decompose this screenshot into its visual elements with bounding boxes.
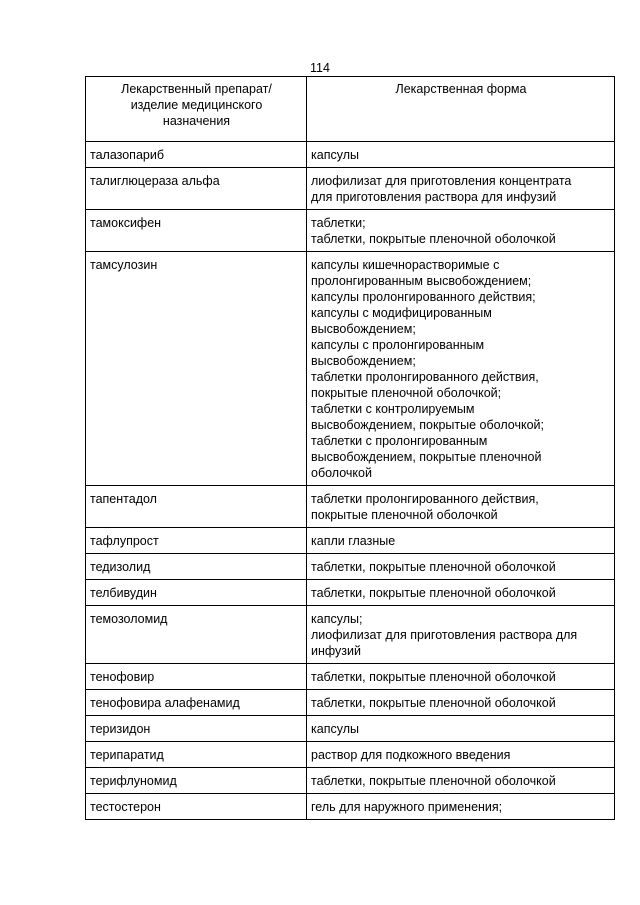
- dosage-form: таблетки, покрытые пленочной оболочкой: [311, 586, 556, 600]
- dosage-form: раствор для подкожного введения: [311, 748, 511, 762]
- table-row: [86, 794, 615, 820]
- table-row: [86, 664, 615, 690]
- drug-name: терипаратид: [90, 748, 164, 762]
- dosage-form: таблетки пролонгированного действия, покрытые пленочной оболочкой: [311, 492, 539, 522]
- drug-table: [85, 76, 615, 820]
- dosage-form-cell: [307, 580, 615, 606]
- dosage-form-cell: [307, 664, 615, 690]
- table-row: [86, 716, 615, 742]
- dosage-form-cell: [307, 742, 615, 768]
- drug-name-cell: [86, 742, 307, 768]
- drug-name: тестостерон: [90, 800, 161, 814]
- dosage-form: таблетки, покрытые пленочной оболочкой: [311, 774, 556, 788]
- table-row: [86, 768, 615, 794]
- dosage-form: капсулы кишечнорастворимые с пролонгированным высвобождением; капсулы пролонгированного действия; капсулы с модифицированным высвобождением; капсулы с пролонгированным высвобождением; таблетки пролонгированного действия, покрытые пленочной оболочкой; таблетки с контролируемым высвобождением, покрытые оболочкой; таблетки с пролонгированным высвобождением, покрытые пленочной оболочкой: [311, 258, 544, 480]
- dosage-form: капсулы; лиофилизат для приготовления раствора для инфузий: [311, 612, 578, 658]
- table-row: [86, 168, 615, 210]
- drug-name-cell: [86, 210, 307, 252]
- drug-name-cell: [86, 168, 307, 210]
- drug-name-cell: [86, 768, 307, 794]
- table-row: [86, 142, 615, 168]
- table-row: [86, 554, 615, 580]
- table-row: [86, 606, 615, 664]
- drug-name: телбивудин: [90, 586, 157, 600]
- drug-name-cell: [86, 486, 307, 528]
- dosage-form-cell: [307, 142, 615, 168]
- drug-name-cell: [86, 664, 307, 690]
- drug-name: тамоксифен: [90, 216, 162, 230]
- table-row: [86, 486, 615, 528]
- dosage-form: таблетки, покрытые пленочной оболочкой: [311, 560, 556, 574]
- drug-name-cell: [86, 142, 307, 168]
- drug-name: тафлупрост: [90, 534, 159, 548]
- drug-name-cell: [86, 690, 307, 716]
- drug-name: тапентадол: [90, 492, 157, 506]
- dosage-form: лиофилизат для приготовления концентрата для приготовления раствора для инфузий: [311, 174, 572, 204]
- drug-name-cell: [86, 794, 307, 820]
- drug-name: талазопариб: [90, 148, 164, 162]
- dosage-form-cell: [307, 554, 615, 580]
- dosage-form-cell: [307, 210, 615, 252]
- dosage-form: гель для наружного применения;: [311, 800, 503, 814]
- drug-name-cell: [86, 606, 307, 664]
- drug-name: тенофовир: [90, 670, 155, 684]
- dosage-form-cell: [307, 252, 615, 486]
- dosage-form: капли глазные: [311, 534, 396, 548]
- drug-name: талиглюцераза альфа: [90, 174, 220, 188]
- header-drug: Лекарственный препарат/ изделие медицинского назначения: [86, 77, 307, 142]
- table-row: [86, 210, 615, 252]
- drug-name-cell: [86, 716, 307, 742]
- drug-name-cell: [86, 252, 307, 486]
- dosage-form: таблетки, покрытые пленочной оболочкой: [311, 670, 556, 684]
- drug-name-cell: [86, 580, 307, 606]
- drug-name: темозоломид: [90, 612, 168, 626]
- page-number: 114: [310, 61, 330, 75]
- dosage-form-cell: [307, 768, 615, 794]
- dosage-form: таблетки; таблетки, покрытые пленочной оболочкой: [311, 216, 556, 246]
- drug-name-cell: [86, 528, 307, 554]
- dosage-form: таблетки, покрытые пленочной оболочкой: [311, 696, 556, 710]
- dosage-form-cell: [307, 168, 615, 210]
- table-row: [86, 528, 615, 554]
- drug-name: тамсулозин: [90, 258, 158, 272]
- header-form: Лекарственная форма: [307, 77, 615, 142]
- table-row: [86, 690, 615, 716]
- table-row: [86, 742, 615, 768]
- table-row: [86, 252, 615, 486]
- table-header-row: [86, 77, 615, 142]
- drug-name: теризидон: [90, 722, 151, 736]
- dosage-form-cell: [307, 606, 615, 664]
- dosage-form-cell: [307, 690, 615, 716]
- drug-name: терифлуномид: [90, 774, 177, 788]
- dosage-form-cell: [307, 486, 615, 528]
- drug-name: тенофовира алафенамид: [90, 696, 240, 710]
- drug-name: тедизолид: [90, 560, 151, 574]
- dosage-form-cell: [307, 716, 615, 742]
- dosage-form: капсулы: [311, 722, 359, 736]
- dosage-form-cell: [307, 528, 615, 554]
- table-row: [86, 580, 615, 606]
- drug-name-cell: [86, 554, 307, 580]
- dosage-form-cell: [307, 794, 615, 820]
- dosage-form: капсулы: [311, 148, 359, 162]
